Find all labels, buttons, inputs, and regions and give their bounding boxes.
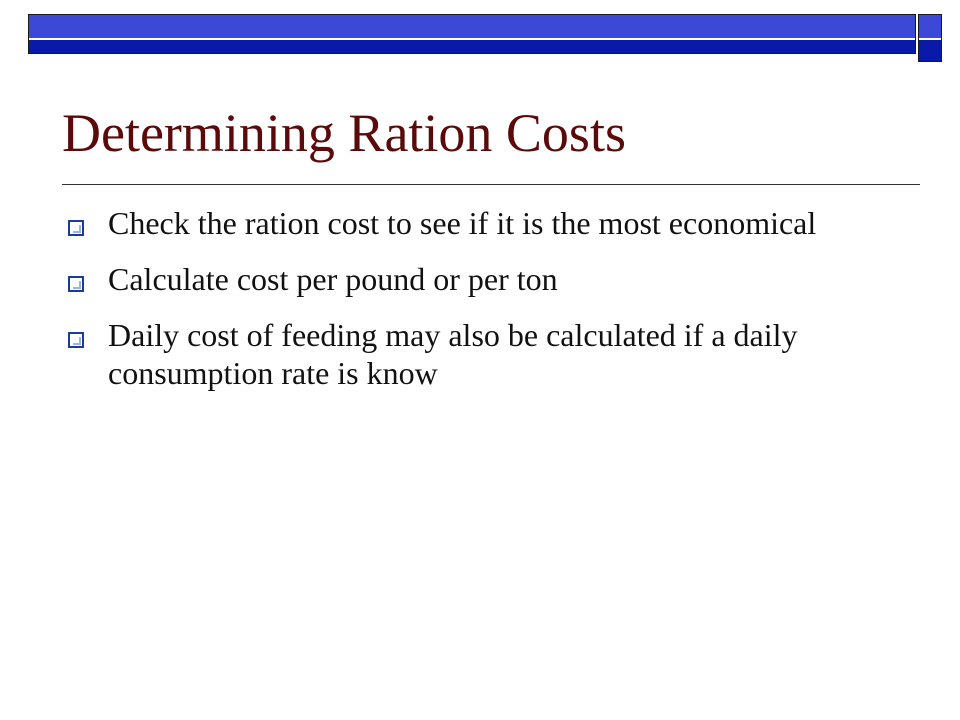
bullet-list	[68, 204, 918, 410]
header-corner-block	[918, 14, 942, 62]
square-bullet-icon	[68, 276, 84, 292]
corner-block-light	[919, 15, 941, 38]
header-decorative-bar	[28, 14, 916, 54]
bullet-item	[68, 204, 918, 242]
square-bullet-icon	[68, 332, 84, 348]
bullet-item	[68, 260, 918, 298]
bullet-item	[68, 316, 918, 392]
corner-block-dark	[919, 40, 941, 61]
header-bar-light-band	[29, 15, 915, 38]
bullet-text: Calculate cost per pound or per ton	[108, 261, 558, 297]
bullet-text: Check the ration cost to see if it is the most economical	[108, 205, 817, 241]
square-bullet-icon	[68, 220, 84, 236]
bullet-text: Daily cost of feeding may also be calculated if a daily consumption rate is know	[108, 317, 798, 391]
slide-title: Determining Ration Costs	[62, 103, 626, 163]
header-bar-dark-band	[29, 40, 915, 53]
title-divider	[62, 184, 920, 185]
